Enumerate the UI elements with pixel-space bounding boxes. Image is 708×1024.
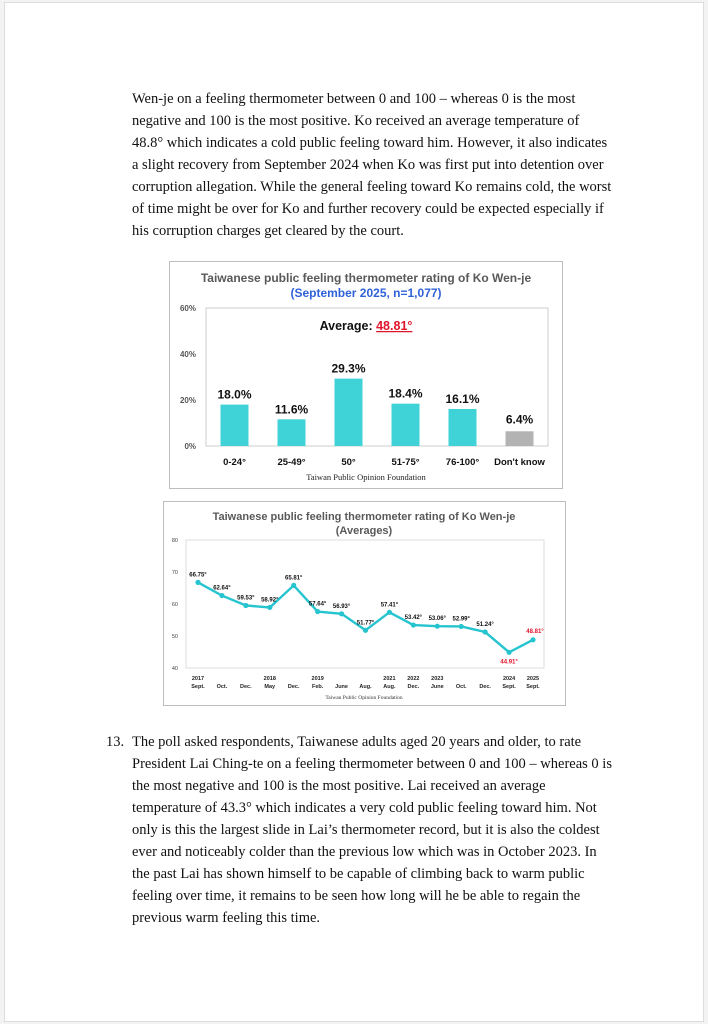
average-value: 48.81° [376, 319, 413, 333]
point-value-label: 57.64° [308, 601, 327, 608]
y-tick-label: 80 [171, 538, 178, 544]
bar-value-label: 18.0% [217, 387, 252, 402]
point-value-label: 48.81° [526, 628, 544, 635]
x-month-label: Sept. [502, 684, 516, 690]
text-line: a slight recovery from September 2024 when Ko was first put into detention over [132, 157, 604, 173]
bar [392, 404, 420, 446]
data-point [363, 628, 368, 633]
x-month-label: Dec. [407, 684, 420, 690]
text-line: 48.8° which indicates a cold public feeling toward him. However, it also indicates [132, 135, 608, 151]
line-chart-source: Taiwan Public Opinion Foundation [325, 695, 403, 701]
data-point [195, 580, 200, 585]
x-year-label: 2019 [311, 676, 324, 682]
text-line: President Lai Ching-te on a feeling thermometer between 0 and 100 – whereas 0 is [132, 756, 612, 772]
bar-chart-source: Taiwan Public Opinion Foundation [306, 472, 426, 482]
data-point [267, 605, 272, 610]
data-point [315, 609, 320, 614]
point-value-label: 57.41° [380, 602, 399, 609]
x-month-label: Sept. [191, 684, 205, 690]
point-value-label: 62.64° [213, 585, 231, 592]
bar [335, 379, 363, 446]
point-value-label: 66.75° [189, 572, 207, 579]
paragraph-lai-rating [106, 731, 624, 929]
y-tick-label: 50 [171, 634, 178, 640]
line-chart-subtitle: (Averages) [335, 525, 393, 537]
paragraph-ko-rating [132, 88, 624, 242]
text-line: of time might be over for Ko and further recovery could be expected especially if [132, 201, 604, 217]
y-tick-label: 60 [171, 602, 178, 608]
text-line: only is this the largest slide in Lai’s thermometer record, but it is also the coldest [132, 822, 600, 838]
x-year-label: 2022 [407, 676, 420, 682]
x-month-label: June [430, 684, 444, 690]
y-tick-label: 70 [171, 570, 178, 576]
x-month-label: May [264, 684, 276, 690]
x-year-label: 2018 [263, 676, 276, 682]
point-value-label: 59.53° [237, 595, 255, 602]
text-line: feeling over time, it remains to be seen how long will he be able to regain the [132, 888, 581, 904]
bar-value-label: 29.3% [331, 361, 366, 376]
point-value-label: 56.93° [332, 603, 351, 610]
text-line: Wen-je on a feeling thermometer between 0 and 100 – whereas 0 is the most [132, 91, 576, 107]
point-value-label: 65.81° [285, 575, 303, 582]
x-month-label: Feb. [311, 684, 324, 690]
bar [506, 431, 534, 446]
text-line: corruption allegation. While the general feeling toward Ko remains cold, the worst [132, 179, 612, 195]
y-tick-label: 0% [184, 442, 196, 451]
x-year-label: 2023 [431, 676, 444, 682]
x-month-label: June [335, 684, 348, 690]
text-line: ever and noticeably colder than the previous low which was in October 2023. In [132, 844, 597, 860]
y-tick-label: 60% [179, 304, 196, 313]
category-label: 0-24° [223, 457, 246, 468]
x-month-label: Aug. [359, 684, 372, 690]
data-point [387, 610, 392, 615]
category-label: 50° [341, 457, 356, 468]
text-line: previous warm feeling this time. [132, 910, 321, 926]
point-value-label: 44.91° [500, 659, 518, 666]
data-point [339, 611, 344, 616]
x-month-label: Sept. [526, 684, 540, 690]
point-value-label: 51.24° [476, 622, 494, 629]
text-line: the past Lai has shown himself to be capable of climbing back to warm public [132, 866, 585, 882]
bar-chart-title: Taiwanese public feeling thermometer rating of Ko Wen-je [200, 271, 532, 285]
x-month-label: Dec. [479, 684, 491, 690]
data-point [459, 624, 464, 629]
y-tick-label: 40% [179, 350, 196, 359]
average-label: Average: [319, 319, 377, 333]
bar [278, 419, 306, 446]
x-month-label: Dec. [240, 684, 252, 690]
point-value-label: 53.06° [428, 616, 446, 623]
category-label: Don't know [494, 457, 545, 468]
category-label: 25-49° [277, 457, 306, 468]
text-line: negative and 100 is the most positive. Ko received an average temperature of [132, 113, 580, 129]
y-tick-label: 40 [171, 666, 178, 672]
text-line: his corruption charges get cleared by the court. [132, 223, 404, 239]
data-point [219, 593, 224, 598]
data-point [411, 622, 416, 627]
item-number: 13. [106, 734, 125, 750]
average-annotation [320, 319, 413, 333]
x-month-label: Oct. [455, 684, 467, 690]
bar-chart [170, 262, 562, 488]
data-point [291, 583, 296, 588]
line-chart [164, 502, 565, 705]
bar-chart-panel [169, 261, 563, 489]
x-year-label: 2025 [526, 676, 540, 682]
category-label: 51-75° [391, 457, 420, 468]
point-value-label: 52.99° [452, 616, 470, 623]
point-value-label: 53.42° [404, 615, 423, 622]
data-point [530, 637, 535, 642]
text-line: The poll asked respondents, Taiwanese adults aged 20 years and older, to rate [132, 734, 582, 750]
x-year-label: 2024 [502, 676, 516, 682]
point-value-label: 58.92° [261, 597, 279, 604]
bar [449, 409, 477, 446]
x-year-label: 2017 [191, 676, 205, 682]
line-chart-panel [163, 501, 566, 706]
line-chart-title: Taiwanese public feeling thermometer rating of Ko Wen-je [212, 511, 516, 523]
x-month-label: Aug. [383, 684, 396, 690]
data-point [483, 629, 488, 634]
bar-value-label: 11.6% [274, 402, 309, 417]
text-line: temperature of 43.3° which indicates a very cold public feeling toward him. Not [132, 800, 597, 816]
category-label: 76-100° [445, 457, 480, 468]
bar-chart-subtitle: (September 2025, n=1,077) [290, 286, 442, 300]
data-point [506, 650, 511, 655]
bar-value-label: 18.4% [388, 386, 423, 401]
x-month-label: Oct. [216, 684, 228, 690]
x-month-label: Dec. [287, 684, 300, 690]
point-value-label: 51.77° [356, 620, 375, 627]
x-year-label: 2021 [383, 676, 396, 682]
text-line: the most negative and 100 is the most positive. Lai received an average [132, 778, 546, 794]
bar [221, 405, 249, 446]
series-line [198, 582, 533, 652]
data-point [243, 603, 248, 608]
bar-value-label: 6.4% [505, 412, 534, 427]
bar-value-label: 16.1% [445, 391, 480, 406]
data-point [435, 624, 440, 629]
y-tick-label: 20% [179, 396, 196, 405]
